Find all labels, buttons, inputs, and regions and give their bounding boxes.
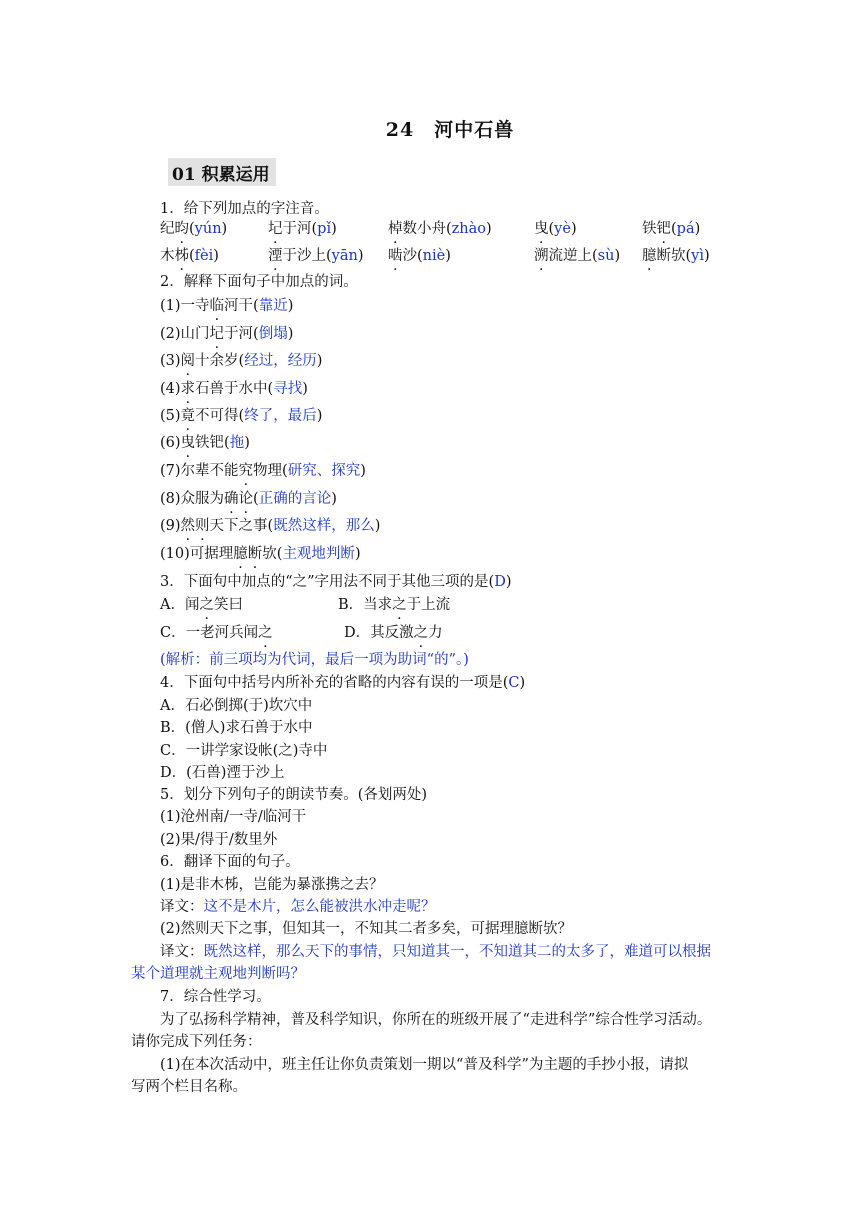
dotted-word: 臆断	[233, 546, 263, 562]
q6-translation-1: 译文：这不是木片，怎么能被洪水冲走呢？	[160, 899, 436, 915]
pinyin-answer: zhào	[451, 221, 487, 237]
pinyin-item: 湮于沙上(yān)	[268, 248, 364, 264]
dotted-word: 求	[180, 381, 196, 397]
q4-option-d: D．(石兽)湮于沙上	[160, 765, 285, 781]
q4-option-c: C．一讲学家设帐(之)寺中	[160, 743, 328, 759]
dotted-char: 臆	[642, 248, 657, 264]
dotted-char: 柹	[174, 248, 189, 264]
dotted-word: 究	[238, 463, 254, 479]
q2-answer: 经过，经历	[244, 353, 317, 369]
q2-item: (6)曳铁钯(拖)	[160, 435, 250, 451]
section-heading: 01 积累运用	[168, 158, 276, 186]
pinyin-answer: fèi	[194, 248, 214, 264]
pinyin-item: 棹数小舟(zhào)	[388, 221, 492, 237]
q2-item: (2)山门圮于河(倒塌)	[160, 326, 294, 342]
q4-stem: 4．下面句中括号内所补充的省略的内容有误的一项是(C)	[160, 675, 526, 691]
q7-paragraph-1-cont: 请你完成下列任务：	[131, 1034, 262, 1050]
pinyin-item: 啮沙(niè)	[388, 248, 451, 264]
q2-answer: 倒塌	[258, 326, 288, 342]
pinyin-answer: yì	[691, 248, 705, 264]
q2-item: (5)竟不可得(终了，最后)	[160, 408, 323, 424]
pinyin-item: 木柹(fèi)	[160, 248, 219, 264]
q4-option-b: B．(僧人)求石兽于水中	[160, 720, 313, 736]
q7-task-1-cont: 写两个栏目名称。	[131, 1079, 247, 1095]
pinyin-answer: yún	[194, 221, 222, 237]
pinyin-item: 铁钯(pá)	[642, 221, 701, 237]
pinyin-item: 溯流逆上(sù)	[534, 248, 621, 264]
q2-answer: 拖	[229, 435, 245, 451]
page-title: 24 河中石兽	[385, 119, 515, 141]
q6-translation-2: 译文：既然这样，那么天下的事情，只知道其一，不知道其二的太多了，难道可以根据	[160, 944, 711, 960]
dotted-word: 临	[209, 298, 225, 314]
dotted-word: 阅	[180, 353, 196, 369]
q6-sentence-1: (1)是非木柹，岂能为暴涨携之去？	[160, 877, 384, 893]
dotted-char: 之	[413, 625, 429, 641]
dotted-char: 圮	[268, 221, 283, 237]
q2-item: (1)一寺临河干(靠近)	[160, 298, 294, 314]
q2-answer: 终了，最后	[244, 408, 317, 424]
pinyin-item: 纪昀(yún)	[160, 221, 228, 237]
q5-item-2: (2)果/得于/数里外	[160, 832, 278, 848]
q3-analysis: (解析：前三项均为代词，最后一项为助词“的”。)	[160, 652, 469, 668]
dotted-char: 之	[392, 597, 407, 613]
dotted-char: 溯	[534, 248, 549, 264]
dotted-char: 钯	[656, 221, 671, 237]
q3-option-c: C．一老河兵闻之	[160, 625, 273, 641]
pinyin-answer: sù	[597, 248, 615, 264]
q7-task-1: (1)在本次活动中，班主任让你负责策划一期以“普及科学”为主题的手抄小报，请拟	[160, 1057, 689, 1073]
q7-paragraph-1: 为了弘扬科学精神，普及科学知识，你所在的班级开展了“走进科学”综合性学习活动。	[160, 1012, 712, 1028]
dotted-word: 曳	[180, 435, 196, 451]
pinyin-item: 圮于河(pǐ)	[268, 221, 337, 237]
q4-option-a: A．石必倒掷(于)坎穴中	[160, 698, 313, 714]
pinyin-answer: niè	[422, 248, 446, 264]
q6-translation-2-cont: 某个道理就主观地判断吗？	[131, 966, 305, 982]
pinyin-answer: pá	[676, 221, 695, 237]
q2-item: (3)阅十余岁(经过，经历)	[160, 353, 323, 369]
q1-stem: 1．给下列加点的字注音。	[160, 201, 329, 217]
q6-sentence-2: (2)然则天下之事，但知其一，不知其二者多矣，可据理臆断欤？	[160, 921, 573, 937]
q7-stem: 7．综合性学习。	[160, 989, 271, 1005]
q2-item: (8)众服为确论(正确的言论)	[160, 491, 337, 507]
q2-answer: 既然这样，那么	[273, 518, 375, 534]
pinyin-answer: yān	[331, 248, 358, 264]
dotted-word: 然则	[180, 518, 210, 534]
q3-option-b: B．当求之于上流	[338, 597, 451, 613]
q2-item: (10)可据理臆断欤(主观地判断)	[160, 546, 361, 562]
q2-answer: 研究、探究	[287, 463, 361, 479]
pinyin-item: 曳(yè)	[534, 221, 577, 237]
dotted-char: 曳	[534, 221, 549, 237]
dotted-char: 昀	[174, 221, 189, 237]
q2-item: (7)尔辈不能究物理(研究、探究)	[160, 463, 366, 479]
q2-answer: 正确的言论	[258, 491, 332, 507]
q2-answer: 主观地判断	[282, 546, 355, 562]
q5-stem: 5．划分下列句子的朗读节奏。(各划两处)	[160, 787, 428, 803]
dotted-char: 之	[199, 597, 214, 613]
pinyin-item: 臆断欤(yì)	[642, 248, 710, 264]
dotted-char: 棹	[388, 221, 403, 237]
q2-item: (9)然则天下之事(既然这样，那么)	[160, 518, 381, 534]
q3-answer: D	[494, 574, 506, 590]
q4-answer: C	[508, 675, 520, 691]
dotted-word: 圮	[209, 326, 225, 342]
q2-item: (4)求石兽于水中(寻找)	[160, 381, 308, 397]
pinyin-answer: pǐ	[317, 221, 332, 237]
dotted-word: 竟	[180, 408, 196, 424]
q5-item-1: (1)沧州南/一寺/临河干	[160, 809, 307, 825]
q2-stem: 2．解释下面句子中加点的词。	[160, 274, 358, 290]
q3-option-d: D．其反激之力	[344, 625, 443, 641]
dotted-word: 确论	[224, 491, 254, 507]
q2-answer: 靠近	[258, 298, 288, 314]
dotted-char: 湮	[268, 248, 283, 264]
q3-stem: 3．下面句中加点的“之”字用法不同于其他三项的是(D)	[160, 574, 512, 590]
q2-answer: 寻找	[273, 381, 303, 397]
pinyin-answer: yè	[554, 221, 571, 237]
dotted-char: 之	[258, 625, 273, 641]
q6-stem: 6．翻译下面的句子。	[160, 854, 300, 870]
q3-option-a: A．闻之笑曰	[160, 597, 243, 613]
dotted-char: 啮	[388, 248, 403, 264]
